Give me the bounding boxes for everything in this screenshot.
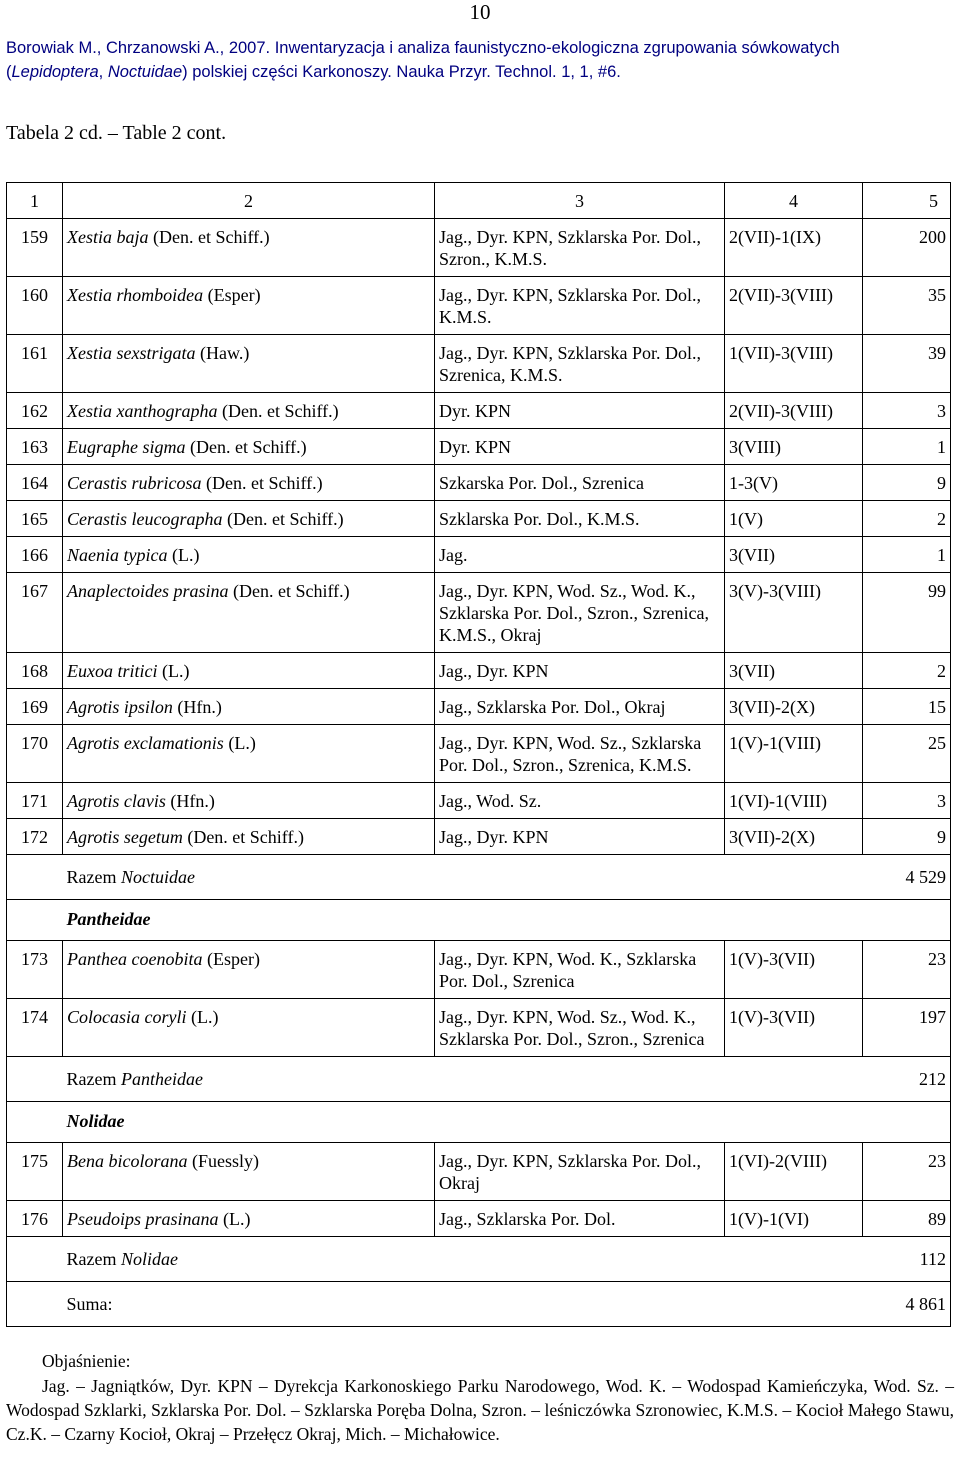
flight-period: 3(VII) bbox=[725, 537, 863, 573]
table-row bbox=[7, 219, 951, 277]
species-binomial: Xestia rhomboidea bbox=[67, 285, 204, 305]
species-name bbox=[63, 219, 435, 277]
specimen-count: 25 bbox=[863, 725, 951, 783]
locality: Jag., Szklarska Por. Dol. bbox=[435, 1201, 725, 1237]
table-row bbox=[7, 1143, 951, 1201]
row-number: 167 bbox=[7, 573, 63, 653]
species-author: (Den. et Schiff.) bbox=[228, 581, 350, 601]
species-author: (L.) bbox=[167, 545, 200, 565]
table-row bbox=[7, 819, 951, 855]
species-binomial: Bena bicolorana bbox=[67, 1151, 188, 1171]
flight-period: 1(V)-3(VII) bbox=[725, 999, 863, 1057]
species-author: (Hfn.) bbox=[165, 791, 215, 811]
column-header: 3 bbox=[435, 183, 725, 219]
row-number: 169 bbox=[7, 689, 63, 725]
column-header: 5 bbox=[863, 183, 951, 219]
empty-cell bbox=[7, 1237, 63, 1282]
flight-period: 2(VII)-3(VIII) bbox=[725, 393, 863, 429]
flight-period: 1(V)-1(VIII) bbox=[725, 725, 863, 783]
sum-row-pantheidae bbox=[7, 1057, 951, 1102]
row-number: 159 bbox=[7, 219, 63, 277]
family-row-nolidae bbox=[7, 1102, 951, 1143]
family-heading bbox=[63, 1102, 951, 1143]
empty-cell bbox=[7, 1102, 63, 1143]
table-row bbox=[7, 1201, 951, 1237]
species-name bbox=[63, 1201, 435, 1237]
species-author: (Den. et Schiff.) bbox=[201, 473, 323, 493]
family-name: Pantheidae bbox=[66, 909, 151, 929]
specimen-count: 9 bbox=[863, 465, 951, 501]
specimen-count: 39 bbox=[863, 335, 951, 393]
species-binomial: Eugraphe sigma bbox=[67, 437, 186, 457]
table-row bbox=[7, 393, 951, 429]
flight-period: 1(VII)-3(VIII) bbox=[725, 335, 863, 393]
sum-label bbox=[63, 855, 863, 900]
species-name bbox=[63, 393, 435, 429]
flight-period: 3(VII)-2(X) bbox=[725, 819, 863, 855]
flight-period: 3(VII) bbox=[725, 653, 863, 689]
flight-period: 2(VII)-1(IX) bbox=[725, 219, 863, 277]
species-binomial: Xestia sexstrigata bbox=[67, 343, 196, 363]
table-row bbox=[7, 465, 951, 501]
flight-period: 1(VI)-2(VIII) bbox=[725, 1143, 863, 1201]
specimen-count: 3 bbox=[863, 393, 951, 429]
species-author: (L.) bbox=[157, 661, 190, 681]
flight-period: 3(V)-3(VIII) bbox=[725, 573, 863, 653]
citation-header bbox=[6, 36, 956, 84]
species-name bbox=[63, 429, 435, 465]
sum-label bbox=[63, 1057, 863, 1102]
specimen-count: 1 bbox=[863, 429, 951, 465]
table-row bbox=[7, 429, 951, 465]
species-name bbox=[63, 725, 435, 783]
row-number: 176 bbox=[7, 1201, 63, 1237]
table-row bbox=[7, 941, 951, 999]
specimen-count: 23 bbox=[863, 941, 951, 999]
row-number: 171 bbox=[7, 783, 63, 819]
species-binomial: Cerastis leucographa bbox=[67, 509, 223, 529]
citation-line-2 bbox=[6, 60, 956, 84]
locality: Dyr. KPN bbox=[435, 393, 725, 429]
citation-order: Lepidoptera bbox=[11, 63, 99, 81]
row-number: 175 bbox=[7, 1143, 63, 1201]
column-header-row bbox=[7, 183, 951, 219]
species-binomial: Colocasia coryli bbox=[67, 1007, 187, 1027]
species-name bbox=[63, 1143, 435, 1201]
family-heading bbox=[63, 900, 951, 941]
species-binomial: Anaplectoides prasina bbox=[67, 581, 229, 601]
locality: Szkarska Por. Dol., Szrenica bbox=[435, 465, 725, 501]
flight-period: 1(VI)-1(VIII) bbox=[725, 783, 863, 819]
species-author: (Esper) bbox=[203, 285, 261, 305]
table-row bbox=[7, 999, 951, 1057]
explanation-body: Jag. – Jagniątków, Dyr. KPN – Dyrekcja Karkonoskiego Parku Narodowego, Wod. K. – Wodospad Kamieńczyka, Wod. Sz. – Wodospad Szklarki, Szklarska Por. Dol. – Szklarska Poręba Dolna, Szron. – leśniczówka Szronowiec, K.M.S. – Kocioł Małego Stawu, Cz.K. – Czarny Kocioł, Okraj – Przełęcz Okraj, Mich. – Michałowice. bbox=[6, 1376, 954, 1444]
locality: Dyr. KPN bbox=[435, 429, 725, 465]
locality: Jag., Dyr. KPN, Wod. Sz., Szklarska Por. Dol., Szron., Szrenica, K.M.S. bbox=[435, 725, 725, 783]
row-number: 161 bbox=[7, 335, 63, 393]
specimen-count: 2 bbox=[863, 653, 951, 689]
specimen-count: 89 bbox=[863, 1201, 951, 1237]
specimen-count: 2 bbox=[863, 501, 951, 537]
specimen-count: 99 bbox=[863, 573, 951, 653]
explanation-title: Objaśnienie: bbox=[42, 1351, 131, 1371]
flight-period: 3(VII)-2(X) bbox=[725, 689, 863, 725]
column-header: 2 bbox=[63, 183, 435, 219]
species-author: (Haw.) bbox=[195, 343, 250, 363]
species-name bbox=[63, 277, 435, 335]
locality: Szklarska Por. Dol., K.M.S. bbox=[435, 501, 725, 537]
citation-sep: , bbox=[98, 63, 108, 81]
row-number: 168 bbox=[7, 653, 63, 689]
species-author: (Esper) bbox=[202, 949, 260, 969]
species-author: (Den. et Schiff.) bbox=[185, 437, 307, 457]
table-row bbox=[7, 277, 951, 335]
locality: Jag., Dyr. KPN bbox=[435, 819, 725, 855]
row-number: 173 bbox=[7, 941, 63, 999]
sum-family: Nolidae bbox=[120, 1249, 178, 1269]
sum-row-nolidae bbox=[7, 1237, 951, 1282]
specimen-count: 197 bbox=[863, 999, 951, 1057]
species-author: (L.) bbox=[218, 1209, 251, 1229]
species-binomial: Naenia typica bbox=[67, 545, 168, 565]
species-binomial: Xestia baja bbox=[67, 227, 149, 247]
row-number: 166 bbox=[7, 537, 63, 573]
specimen-count: 9 bbox=[863, 819, 951, 855]
column-header: 1 bbox=[7, 183, 63, 219]
species-binomial: Agrotis ipsilon bbox=[67, 697, 173, 717]
locality: Jag., Dyr. KPN, Wod. Sz., Wod. K., Szklarska Por. Dol., Szron., Szrenica, K.M.S., Okraj bbox=[435, 573, 725, 653]
locality: Jag., Dyr. KPN, Szklarska Por. Dol., Okraj bbox=[435, 1143, 725, 1201]
citation-line-1: Borowiak M., Chrzanowski A., 2007. Inwentaryzacja i analiza faunistyczno-ekologiczna zgrupowania sówkowatych bbox=[6, 39, 840, 57]
row-number: 165 bbox=[7, 501, 63, 537]
sum-row-noctuidae bbox=[7, 855, 951, 900]
species-binomial: Agrotis clavis bbox=[67, 791, 166, 811]
row-number: 170 bbox=[7, 725, 63, 783]
specimen-count: 23 bbox=[863, 1143, 951, 1201]
table-row bbox=[7, 689, 951, 725]
family-row-pantheidae bbox=[7, 900, 951, 941]
species-name bbox=[63, 689, 435, 725]
species-name bbox=[63, 573, 435, 653]
sum-value: 4 529 bbox=[863, 855, 951, 900]
table-row bbox=[7, 501, 951, 537]
table-row bbox=[7, 537, 951, 573]
locality: Jag. bbox=[435, 537, 725, 573]
locality: Jag., Dyr. KPN, Szklarska Por. Dol., Szrenica, K.M.S. bbox=[435, 335, 725, 393]
table-row bbox=[7, 783, 951, 819]
species-binomial: Cerastis rubricosa bbox=[67, 473, 202, 493]
species-author: (Hfn.) bbox=[172, 697, 222, 717]
row-number: 160 bbox=[7, 277, 63, 335]
empty-cell bbox=[7, 900, 63, 941]
species-table bbox=[6, 182, 951, 1327]
grand-total-label: Suma: bbox=[63, 1282, 863, 1327]
sum-label-text: Razem bbox=[66, 1249, 121, 1269]
grand-total-value: 4 861 bbox=[863, 1282, 951, 1327]
row-number: 174 bbox=[7, 999, 63, 1057]
locality: Jag., Dyr. KPN, Szklarska Por. Dol., K.M.S. bbox=[435, 277, 725, 335]
species-author: (Den. et Schiff.) bbox=[217, 401, 339, 421]
sum-label-text: Razem bbox=[66, 1069, 121, 1089]
species-author: (Fuessly) bbox=[187, 1151, 259, 1171]
species-name bbox=[63, 653, 435, 689]
species-binomial: Agrotis exclamationis bbox=[67, 733, 224, 753]
sum-family: Pantheidae bbox=[120, 1069, 203, 1089]
flight-period: 3(VIII) bbox=[725, 429, 863, 465]
specimen-count: 35 bbox=[863, 277, 951, 335]
flight-period: 1-3(V) bbox=[725, 465, 863, 501]
locality: Jag., Szklarska Por. Dol., Okraj bbox=[435, 689, 725, 725]
row-number: 163 bbox=[7, 429, 63, 465]
locality: Jag., Dyr. KPN, Wod. Sz., Wod. K., Szklarska Por. Dol., Szron., Szrenica bbox=[435, 999, 725, 1057]
grand-total-row bbox=[7, 1282, 951, 1327]
species-binomial: Euxoa tritici bbox=[67, 661, 158, 681]
specimen-count: 3 bbox=[863, 783, 951, 819]
species-name bbox=[63, 501, 435, 537]
species-name bbox=[63, 465, 435, 501]
flight-period: 1(V)-3(VII) bbox=[725, 941, 863, 999]
species-author: (L.) bbox=[186, 1007, 219, 1027]
page-number: 10 bbox=[469, 0, 491, 24]
table-title: Tabela 2 cd. – Table 2 cont. bbox=[6, 122, 227, 144]
species-author: (Den. et Schiff.) bbox=[182, 827, 304, 847]
specimen-count: 1 bbox=[863, 537, 951, 573]
sum-family: Noctuidae bbox=[120, 867, 195, 887]
species-name bbox=[63, 783, 435, 819]
row-number: 164 bbox=[7, 465, 63, 501]
locality: Jag., Dyr. KPN, Wod. K., Szklarska Por. Dol., Szrenica bbox=[435, 941, 725, 999]
citation-paren: ( bbox=[6, 63, 12, 81]
species-name bbox=[63, 999, 435, 1057]
sum-value: 212 bbox=[863, 1057, 951, 1102]
species-binomial: Pseudoips prasinana bbox=[67, 1209, 219, 1229]
empty-cell bbox=[7, 1057, 63, 1102]
flight-period: 1(V)-1(VI) bbox=[725, 1201, 863, 1237]
species-name bbox=[63, 537, 435, 573]
explanation-text bbox=[6, 1374, 954, 1446]
locality: Jag., Dyr. KPN bbox=[435, 653, 725, 689]
species-binomial: Xestia xanthographa bbox=[67, 401, 218, 421]
species-name bbox=[63, 819, 435, 855]
sum-label-text: Razem bbox=[66, 867, 121, 887]
species-binomial: Panthea coenobita bbox=[67, 949, 203, 969]
specimen-count: 15 bbox=[863, 689, 951, 725]
family-name: Nolidae bbox=[66, 1111, 125, 1131]
flight-period: 2(VII)-3(VIII) bbox=[725, 277, 863, 335]
empty-cell bbox=[7, 855, 63, 900]
sum-value: 112 bbox=[863, 1237, 951, 1282]
species-name bbox=[63, 335, 435, 393]
citation-family: Noctuidae bbox=[107, 63, 183, 81]
species-author: (L.) bbox=[223, 733, 256, 753]
species-name bbox=[63, 941, 435, 999]
species-author: (Den. et Schiff.) bbox=[148, 227, 270, 247]
table-row bbox=[7, 653, 951, 689]
sum-label bbox=[63, 1237, 863, 1282]
species-binomial: Agrotis segetum bbox=[67, 827, 183, 847]
table-row bbox=[7, 573, 951, 653]
column-header: 4 bbox=[725, 183, 863, 219]
table-row bbox=[7, 725, 951, 783]
locality: Jag., Wod. Sz. bbox=[435, 783, 725, 819]
row-number: 172 bbox=[7, 819, 63, 855]
locality: Jag., Dyr. KPN, Szklarska Por. Dol., Szron., K.M.S. bbox=[435, 219, 725, 277]
empty-cell bbox=[7, 1282, 63, 1327]
citation-rest: ) polskiej części Karkonoszy. Nauka Przyr. Technol. 1, 1, #6. bbox=[182, 63, 621, 81]
specimen-count: 200 bbox=[863, 219, 951, 277]
row-number: 162 bbox=[7, 393, 63, 429]
table-row bbox=[7, 335, 951, 393]
species-author: (Den. et Schiff.) bbox=[222, 509, 344, 529]
flight-period: 1(V) bbox=[725, 501, 863, 537]
